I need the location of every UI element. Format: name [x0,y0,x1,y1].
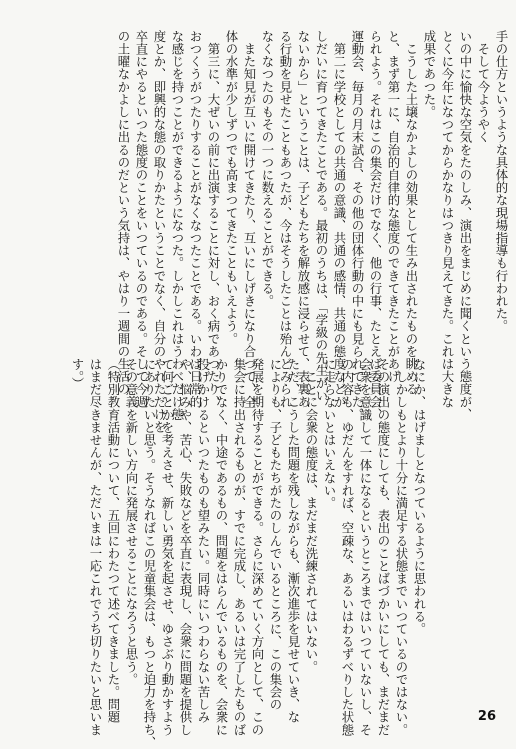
page-number: 26 [477,709,496,724]
text-line: 卒直にやるといつた態度のことをいつているのである。そして今週 [134,30,149,408]
text-line: られよう。それはこの集会だけでなく、他の行事、たとえば委員会、 [368,30,383,421]
text-line: 度とか、即興的な態の取りかたということでなく、自分のやれただけを [152,30,167,434]
text-line: おつくうがつたりすることがなくなつたことである。いわば日常的 [188,30,203,408]
text-line: 体の水準が少しずつでも高まつてきたこともいえよう。 [224,30,239,345]
text-line: の土曜なかよしに出るのだという気持は、やはり一週間の生活の [116,30,131,396]
text-line: 第三に、大ぜいの前に出演することに対し、おく病であつたり、 [206,30,221,408]
text-line: ただ、こうした問題を残しながらも、漸次進歩を見せていき、な [286,358,301,724]
text-line: 第二に学校としての共通の意識、共通の感情、共通の態度などが [332,30,347,408]
text-line: しだいに育つてきたことである。最初のうちは、「学級の先生がい [314,30,329,402]
text-line: の内容も、ゆだんをすれば、空疎な、あるいはわるずべりした状態 [340,358,355,736]
text-line: によりも、子どもたちがたのしんでいるところに、この集会の [268,358,283,711]
text-line: そして今ようやく [476,30,491,144]
text-line: にありたいと思う。そうなればこの児童集会は、もつと迫力を持ち、 [142,358,157,749]
text-line: しかしもとより十分に満足する状態までいつているのではない。 [394,358,409,736]
text-line: かりでなく、中途であるもの、問題をはらんでいるものを、会衆に [214,358,229,736]
text-line: 手の仕方というような具体的な現場指導も行われた。 [494,30,509,333]
text-line: 成果であつた。 [422,30,437,119]
text-line: と、まず第一に、自治的自律的な態度のできてきたことがあげ [386,30,401,383]
text-line: ことに会衆の態度は、まだまだ洗練されてはいない。 [304,358,319,673]
text-line: ないから」ということは、子どもたちを解放感に浸らせて、表裏あ [296,30,311,408]
text-line: る行動を見せたこともあつたが、今はそうしたことは殆んどみられ [278,30,293,408]
text-line: こうした土壌なかよしの効果として生み出されたものを眺める [404,30,419,396]
text-block-bottom [68,358,428,749]
text-line: な感じを持つことができるようになつた。しかしこれはうわべだけ態 [170,30,185,421]
text-line: また知見が互いに開けてきたり、互いにしげきになり合つて、全 [242,30,257,408]
text-line: とくに今年になつてからかなりはつきり見えてきた。これは大きな [440,30,455,408]
text-line: いの中に愉快な空気をたのしみ、演出をまじめに聞くという態度が、 [458,30,473,421]
text-line: なくなつたのもその一つに数えることができる。 [260,30,275,308]
text-line: 会衆を意識して一体になるというところまではいつていないし、そ [358,358,373,736]
text-line: て何ごとかを考えさせ、新しい勇気を起させ、ゆさぶり動かすよう [160,358,175,736]
text-line: その意義を新しい方向に発展させることになろうと思う。 [124,358,139,686]
text-line: 集会に持出されるものが、すでに完成し、あるいは完了したものば [232,358,247,736]
text-line: その演出の態度にしても、表出のことばづかいにしても、まだまだ [376,358,391,736]
text-line: （特別教育活動について、五回にわたつて述べてきました。問題 [106,358,121,724]
text-line: 投げかけるといつたものも望みたい。同時にいつわらない苦しみ [196,358,211,724]
text-line: はまだ尽きませんが、ただいまは一応これでうち切りたいと思いま [88,358,103,736]
text-line: や、悩みや、苦心、失敗などを卒直に表現し、会衆に問題を提供し [178,358,193,736]
text-line: に走らないとはいえない。 [322,358,337,510]
text-line: なにか、はげましとなつているように思われる。 [412,358,427,636]
text-line: 運動会、毎月の月末試合、その他の団体行動の中にも見られてきた。 [350,30,365,421]
text-line: 発展を期待することができる。さらに深めていく方向として、この [250,358,265,736]
text-line: す。） [70,358,85,390]
